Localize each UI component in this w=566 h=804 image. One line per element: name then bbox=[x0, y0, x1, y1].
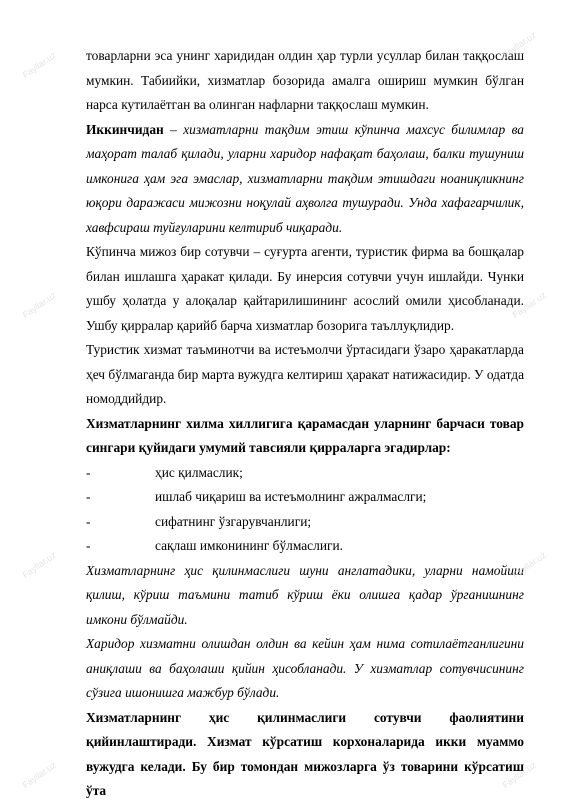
paragraph-2 bbox=[86, 118, 524, 241]
paragraph-6: Хизматларнинг ҳис қилинмаслиги шуни англатадики, уларни намойиш қилиш, кўриш таъмини татиб кўриш ёки олишга қадар ўрганишнинг имкони бўлмайди. bbox=[86, 562, 524, 627]
watermark: Fayllar.uz bbox=[510, 289, 548, 321]
watermark: Fayllar.uz bbox=[20, 289, 58, 321]
paragraph-4: Туристик хизмат таъминотчи ва истеъмолчи ўртасидаги ўзаро ҳаракатларда ҳеч бўлмаганда бир марта вужудга келтириш ҳаракат натижасидир. У одатда номоддийдир. bbox=[86, 342, 525, 406]
list-item: - ишлаб чиқариш ва истеъмолнинг ажралмаслги; bbox=[86, 489, 427, 504]
list-item: - сақлаш имконининг бўлмаслиги. bbox=[86, 538, 343, 553]
section-heading: Хизматларнинг хилма хиллигига қарамасдан уларнинг барчаси товар сингари қуйидаги умумий тавсияли қирраларга эгадирлар: bbox=[86, 415, 524, 455]
watermark: Fayllar.uz bbox=[20, 759, 58, 791]
watermark: Fayllar.uz bbox=[500, 29, 538, 61]
watermark: Fayllar.uz bbox=[20, 549, 58, 581]
paragraph-7: Харидор хизматни олишдан олдин ва кейин ҳам нима сотилаётганлигини аниқлаши ва баҳолаши қийин ҳисобланади. У хизматлар сотувчисининг сўзига ишонишга мажбур бўлади. bbox=[86, 636, 524, 700]
paragraph-8: Хизматларнинг ҳис қилинмаслиги сотувчи фаолиятини қийинлаштиради. Хизмат кўрсатиш корхоналарида икки муаммо вужудга келади. Бу бир томондан мижозларга ўз товарини кўрсатиш ўта bbox=[86, 709, 524, 798]
paragraph-2-lead: Иккинчидан bbox=[86, 121, 164, 137]
paragraph-3: Кўпинча мижоз бир сотувчи – суғурта агенти, туристик фирма ва бошқалар билан ишлашга ҳаракат қилади. Бу инерсия сотувчи учун ишлайди. Чунки ушбу ҳолатда у алоқалар қайтарилишининг асослий омили ҳисобланади. Ушбу қирралар қарийб барча хизматлар бозорига таъллуқлидир. bbox=[86, 244, 524, 333]
watermark: Fayllar.uz bbox=[500, 759, 538, 791]
document-page bbox=[86, 44, 524, 804]
paragraph-2-body: – хизматларни тақдим этиш кўпинча махсус билимлар ва маҳорат талаб қилади, уларни харидор нафақат баҳолаш, балки тушуниш имконига ҳам эга эмаслар, хизматларни тақдим этишдаги ноаниқликнинг юқори даражаси мижозни ноқулай аҳволга тушуради. Унда хафагарчилик, хавфсираш туйғуларини келтириб чиқаради. bbox=[86, 121, 524, 235]
property-list bbox=[86, 461, 524, 559]
watermark: Fayllar.uz bbox=[510, 549, 548, 581]
list-item: - ҳис қилмаслик; bbox=[86, 464, 243, 480]
paragraph-1: товарларни эса унинг харидидан олдин ҳар турли усуллар билан таққослаш мумкин. Табиийки, хизматлар бозорида амалга ошириш мумкин бўлган нарса кутилаётган ва олинган нафларни таққослаш мумкин. bbox=[86, 48, 524, 112]
watermark: Fayllar.uz bbox=[20, 49, 58, 81]
list-item: - сифатнинг ўзгарувчанлиги; bbox=[86, 513, 312, 529]
